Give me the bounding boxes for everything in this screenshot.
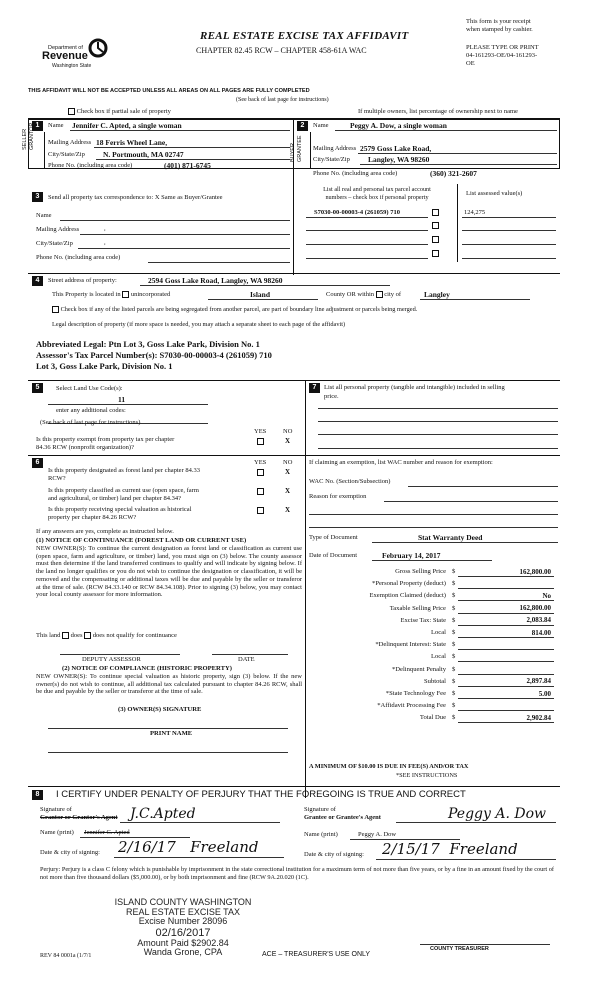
personal-property-label-1: List all personal property (tangible and intangible) included in selling (324, 384, 505, 391)
financial-row-label: Excise Tax: State (400, 616, 446, 624)
s3-phone-label: Phone No. (including area code) (36, 254, 121, 261)
financial-row-dollar: $ (452, 580, 456, 588)
financial-row-line (458, 588, 554, 589)
date-label: DATE (238, 656, 255, 663)
financial-row-dollar: $ (452, 677, 456, 685)
financial-row-line (458, 576, 554, 577)
grantor-date-label: Date & city of signing: (40, 849, 100, 856)
grantee-sig-label-2: Grantee or Grantee's Agent (304, 814, 381, 821)
financial-row-dollar: $ (452, 714, 456, 722)
logo-dept: Department of (48, 45, 83, 51)
seller-city-label: City/State/Zip (48, 151, 85, 158)
form-ids-1: 04-161293-OE/04-161293- (466, 52, 538, 59)
date-doc-value[interactable]: February 14, 2017 (382, 551, 441, 560)
forest-no-answer[interactable]: X (285, 468, 291, 476)
not-accepted-notice: THIS AFFIDAVIT WILL NOT BE ACCEPTED UNLESS ALL AREAS ON ALL PAGES ARE FULLY COMPLETED (28, 88, 310, 94)
financial-row-value[interactable]: 162,800.00 (519, 567, 551, 576)
financial-row-line (458, 686, 554, 687)
exemption-claim-label: If claiming an exemption, list WAC number and reason for exemption: (309, 459, 493, 466)
certify-statement: I CERTIFY UNDER PENALTY OF PERJURY THAT THE FOREGOING IS TRUE AND CORRECT (56, 789, 466, 800)
located-label: This Property is located in (52, 291, 121, 298)
historic-question-1: Is this property receiving special valuation as historical (48, 506, 192, 513)
stamp-line-1: ISLAND COUNTY WASHINGTON (114, 897, 252, 907)
buyer-address-label: Mailing Address (313, 145, 357, 152)
historic-yes-checkbox[interactable] (257, 507, 264, 514)
financial-row-dollar: $ (452, 568, 456, 575)
city-of-label: city of (384, 291, 402, 298)
seller-side-label-1: SELLER (22, 128, 28, 150)
s3-mailing-label: Mailing Address (36, 226, 80, 233)
s3-city-label: City/State/Zip (36, 240, 73, 247)
forest-question-2: RCW? (48, 475, 66, 482)
financial-row-line (458, 698, 554, 699)
parcel-header-2: numbers – check box if personal property (325, 194, 429, 201)
financial-row-value[interactable]: 2,902.84 (526, 713, 551, 722)
form-ids-2: OE (466, 60, 475, 67)
financial-row-line (458, 674, 554, 675)
financial-row-line (458, 649, 554, 650)
buyer-phone-label: Phone No. (including area code) (313, 170, 398, 177)
treasurer-use-only: ACE – TREASURER'S USE ONLY (262, 951, 371, 958)
grantor-signature[interactable]: J.C.Apted (130, 806, 196, 822)
does-checkbox[interactable] (62, 632, 69, 639)
buyer-side-label-1: BUYER (290, 143, 296, 162)
grantee-date-label: Date & city of signing: (304, 851, 364, 858)
parcel-personal-checkbox-2[interactable] (432, 222, 439, 229)
legal-line-1: Abbreviated Legal: Ptn Lot 3, Goss Lake Park, Division No. 1 (36, 339, 260, 349)
logo-revenue: Revenue (42, 50, 88, 62)
assessed-value-1[interactable]: 124,275 (464, 209, 486, 216)
s5-no: NO (283, 428, 293, 435)
forest-yes-checkbox[interactable] (257, 469, 264, 476)
financial-row-dollar: $ (452, 592, 456, 600)
notice-1-title: (1) NOTICE OF CONTINUANCE (FOREST LAND OR CURRENT USE) (36, 537, 247, 544)
segregated-row (52, 306, 417, 313)
grantor-sig-label (40, 806, 118, 822)
assessed-header: List assessed value(s) (466, 190, 523, 197)
print-name-label: PRINT NAME (150, 730, 193, 737)
reason-label: Reason for exemption (309, 493, 367, 500)
financial-row-label: *Delinquent Penalty (391, 665, 446, 673)
financial-row-line (458, 600, 554, 601)
legal-line-3: Lot 3, Goss Lake Park, Division No. 1 (36, 361, 173, 371)
if-yes-note: If any answers are yes, complete as instructed below. (36, 528, 174, 535)
street-address[interactable]: 2594 Goss Lake Road, Langley, WA 98260 (148, 276, 283, 285)
deputy-assessor-label: DEPUTY ASSESSOR (82, 656, 141, 663)
financial-row-dollar: $ (452, 641, 456, 649)
section-8-number: 8 (32, 790, 43, 800)
unincorporated-label: unincorporated (130, 291, 171, 298)
owner-signature-label: (3) OWNER(S) SIGNATURE (118, 706, 202, 713)
this-land-label: This land (36, 632, 61, 639)
financial-row-value[interactable]: 5.00 (538, 689, 551, 698)
financial-row-label: Taxable Selling Price (389, 604, 446, 612)
seller-side-label-2: GRANTOR (29, 122, 35, 150)
financial-row-dollar: $ (452, 604, 456, 612)
exempt-no-answer[interactable]: X (285, 437, 291, 445)
section-4-number: 4 (32, 276, 43, 286)
grantor-name[interactable]: Jennifer C. Apted (84, 829, 130, 836)
financial-row-dollar: $ (452, 690, 456, 697)
financial-row-label: Local (430, 653, 446, 661)
seller-phone[interactable]: (401) 871-6745 (164, 161, 211, 170)
county-treasurer-label: COUNTY TREASURER (430, 946, 489, 952)
s6-no: NO (283, 459, 293, 466)
section-1-number: 1 (32, 121, 43, 131)
type-doc-label: Type of Document (309, 534, 358, 541)
wac-label: WAC No. (Section/Subsection) (309, 478, 391, 485)
buyer-phone[interactable]: (360) 321-2607 (430, 169, 477, 178)
financial-row-value[interactable]: 2,083.84 (526, 616, 551, 625)
buyer-name-label: Name (313, 122, 329, 129)
receipt-note (466, 18, 533, 34)
revenue-logo (28, 38, 118, 74)
rev-number: REV 84 0001a (1/7/1 (40, 953, 92, 959)
parcel-personal-checkbox-1[interactable] (432, 209, 439, 216)
grantee-name-label: Name (print) (304, 831, 338, 838)
section-3-number: 3 (32, 192, 43, 202)
financial-row-dollar: $ (452, 702, 456, 710)
grantor-sig-label-1: Signature of (40, 806, 72, 813)
parcel-personal-checkbox-4[interactable] (432, 250, 439, 257)
section-7-number: 7 (309, 383, 320, 393)
city-of-checkbox[interactable] (376, 291, 383, 298)
land-use-label: Select Land Use Code(s): (56, 385, 123, 392)
seller-city[interactable]: N. Portmouth, MA 02747 (103, 150, 184, 159)
s5-see-back: (See back of last page for instructions) (40, 419, 141, 426)
grantee-sig-label-1: Signature of (304, 806, 336, 813)
county-value[interactable]: Island (250, 290, 271, 299)
seller-address[interactable]: 18 Ferris Wheel Lane, (96, 138, 168, 147)
street-label: Street address of property: (48, 277, 117, 284)
financial-row-value[interactable]: No (542, 591, 551, 600)
see-instructions: *SEE INSTRUCTIONS (396, 772, 458, 779)
does-not-checkbox[interactable] (84, 632, 91, 639)
exempt-question-2: 84.36 RCW (nonprofit organization)? (36, 444, 134, 451)
does-not-label: does not qualify for continuance (92, 632, 177, 639)
financial-row-dollar: $ (452, 629, 456, 636)
partial-sale-checkbox[interactable] (68, 108, 75, 115)
segregated-checkbox[interactable] (52, 306, 59, 313)
financial-row-label: *Personal Property (deduct) (372, 580, 446, 588)
financial-row-dollar: $ (452, 616, 456, 624)
land-use-code[interactable]: 11 (118, 395, 126, 404)
financial-row-line (458, 710, 554, 711)
revenue-logo-icon (88, 38, 108, 58)
county-or: County OR within (326, 291, 375, 298)
form-title: REAL ESTATE EXCISE TAX AFFIDAVIT (200, 30, 409, 42)
financial-row-label: *Affidavit Processing Fee (377, 702, 446, 710)
stamp-line-2: REAL ESTATE EXCISE TAX (125, 906, 241, 917)
stamp-line-4: 02/16/2017 (155, 926, 211, 939)
s3-mailing-value[interactable]: , (104, 225, 106, 232)
see-back-notice: (See back of last page for instructions) (236, 97, 329, 103)
notice-1-body: NEW OWNER(S): To continue the current designation as forest land or classification as current use (open space, farm and agriculture, or timber) land, you must sign on (3) below. The county assessor must then determine if the land transferred continues to qualify and will indicate by signing below. If the land no longer qualifies or you do not wish to continue the designation or classification, it will be removed and the compensating or additional taxes will be due and payable by the seller or transferor at the time of sale. (RCW 84.33.140 or RCW 84.34.108). Prior to signing (3) below, you may contact your local county assessor for more information. (36, 545, 302, 599)
financial-row-line (458, 722, 554, 723)
located-row (52, 291, 170, 298)
grantee-date-city[interactable]: 2/15/17 Freeland (382, 840, 518, 858)
treasurer-stamp (108, 898, 258, 958)
stamp-line-6: Wanda Grone, CPA (143, 947, 223, 958)
stamp-line-3: Excise Number 28096 (138, 916, 228, 927)
minimum-fee-note: A MINIMUM OF $10.00 IS DUE IN FEE(S) AND/OR TAX (309, 763, 469, 770)
partial-sale (68, 108, 171, 115)
exempt-yes-checkbox[interactable] (257, 438, 264, 445)
exempt-question (36, 436, 174, 452)
financial-row-label: *State Technology Fee (385, 690, 446, 697)
financial-row-value[interactable]: 814.00 (531, 628, 551, 637)
seller-name-label: Name (48, 122, 64, 129)
s6-yes: YES (254, 459, 267, 466)
current-use-yes-checkbox[interactable] (257, 488, 264, 495)
multiple-owners: If multiple owners, list percentage of ownership next to name (358, 108, 518, 115)
partial-sale-label: Check box if partial sale of property (76, 108, 171, 115)
grantor-sig-label-2: Grantor or Grantor's Agent (40, 814, 118, 821)
parcel-number-1[interactable]: S7030-00-00003-4 (261059) 710 (314, 209, 400, 216)
current-use-no-answer[interactable]: X (285, 487, 291, 495)
current-use-question-2: and agricultural, or timber) land per chapter 84.34? (48, 495, 182, 502)
section-3-label: Send all property tax correspondence to: X Same as Buyer/Grantee (48, 194, 223, 201)
financial-row-value[interactable]: 162,800.00 (519, 604, 551, 613)
historic-question-2: property per chapter 84.26 RCW? (48, 514, 137, 521)
financial-row-label: Subtotal (424, 677, 446, 685)
financial-row-value[interactable]: 2,897.84 (526, 677, 551, 686)
financial-row-label: Gross Selling Price (395, 568, 446, 575)
financial-row-dollar: $ (452, 653, 456, 661)
parcel-header-1: List all real and personal tax parcel account (323, 186, 431, 193)
receipt-note-2: when stamped by cashier. (466, 26, 533, 33)
parcel-header (302, 186, 452, 202)
grantor-date-city[interactable]: 2/16/17 Freeland (118, 838, 259, 856)
buyer-address[interactable]: 2579 Goss Lake Road, (360, 144, 432, 153)
s3-city-value[interactable]: , (104, 239, 106, 246)
forest-question (48, 467, 200, 483)
financial-row-label: *Delinquent Interest: State (375, 641, 446, 649)
historic-question (48, 506, 192, 522)
current-use-question (48, 487, 199, 503)
additional-codes-label: enter any additional codes: (56, 407, 126, 414)
type-or-print (466, 44, 539, 68)
financial-row-line (458, 625, 554, 626)
grantee-sig-label (304, 806, 381, 822)
seller-address-label: Mailing Address (48, 139, 92, 146)
financial-row-label: Exemption Claimed (deduct) (369, 592, 446, 600)
seller-name[interactable]: Jennifer C. Apted, a single woman (72, 121, 182, 130)
city-value[interactable]: Langley (424, 290, 450, 299)
legal-desc-note: Legal description of property (if more space is needed, you may attach a separate sheet to each page of the affidavit) (52, 321, 346, 328)
section-2-number: 2 (297, 121, 308, 131)
financial-row-line (458, 637, 554, 638)
parcel-personal-checkbox-3[interactable] (432, 236, 439, 243)
this-land-row (36, 632, 177, 639)
financial-row-label: Local (430, 629, 446, 636)
legal-description (36, 339, 272, 372)
buyer-side-label (290, 135, 304, 162)
segregated-label: Check box if any of the listed parcels are being segregated from another parcel, are part of boundary line adjustment or parcels being merged. (60, 306, 418, 313)
does-label: does (70, 632, 83, 639)
date-doc-label: Date of Document (309, 552, 358, 559)
grantee-name[interactable]: Peggy A. Dow (358, 831, 397, 838)
buyer-name[interactable]: Peggy A. Dow, a single woman (350, 121, 447, 130)
county-or-label (326, 291, 401, 298)
forest-question-1: Is this property designated as forest land per chapter 84.33 (48, 467, 200, 474)
personal-property-label (324, 383, 505, 401)
buyer-city-label: City/State/Zip (313, 156, 350, 163)
current-use-question-1: Is this property classified as current use (open space, farm (48, 487, 199, 494)
notice-2-title: (2) NOTICE OF COMPLIANCE (HISTORIC PROPERTY) (62, 665, 232, 672)
financial-row-line (458, 661, 554, 662)
s3-name-label: Name (36, 212, 52, 219)
grantee-signature[interactable]: Peggy A. Dow (448, 806, 547, 822)
financial-row-line (458, 613, 554, 614)
type-or-print-label: PLEASE TYPE OR PRINT (466, 44, 539, 51)
receipt-note-1: This form is your receipt (466, 18, 531, 25)
type-doc-value[interactable]: Stat Warranty Deed (418, 533, 483, 542)
unincorporated-checkbox[interactable] (122, 291, 129, 298)
section-6-number: 6 (32, 458, 43, 468)
financial-row-dollar: $ (452, 665, 456, 673)
logo-state: Washington State (52, 63, 92, 69)
grantor-name-label: Name (print) (40, 829, 74, 836)
stamp-line-5: Amount Paid $2902.84 (137, 937, 229, 948)
notice-2-body: NEW OWNER(S): To continue special valuation as historic property, sign (3) below. If the new owner(s) do not wish to continue, all additional tax calculated pursuant to chapter 84.26 RCW, shall be due and payable by the seller or transferor at the time of sale. (36, 673, 302, 696)
section-5-number: 5 (32, 383, 43, 393)
legal-line-2: Assessor's Tax Parcel Number(s): S7030-00-00003-4 (261059) 710 (36, 350, 272, 360)
historic-no-answer[interactable]: X (285, 506, 291, 514)
financial-row-label: Total Due (419, 714, 446, 722)
seller-phone-label: Phone No. (including area code) (48, 162, 133, 169)
buyer-city[interactable]: Langley, WA 98260 (368, 155, 430, 164)
s5-yes: YES (254, 428, 267, 435)
form-subtitle: CHAPTER 82.45 RCW – CHAPTER 458-61A WAC (196, 46, 367, 55)
buyer-side-label-2: GRANTEE (297, 135, 303, 162)
personal-property-label-2: price. (324, 393, 339, 400)
seller-side-label (22, 123, 36, 150)
exempt-question-1: Is this property exempt from property tax per chapter (36, 436, 175, 443)
perjury-notice: Perjury: Perjury is a class C felony which is punishable by imprisonment in the state correctional institution for a maximum term of not more than five years, or by a fine in an amount fixed by the court of not more than five thousand dollars ($5,000.00), or by both imprisonment and fine (RCW 9A.20.020 (1C). (40, 866, 554, 881)
